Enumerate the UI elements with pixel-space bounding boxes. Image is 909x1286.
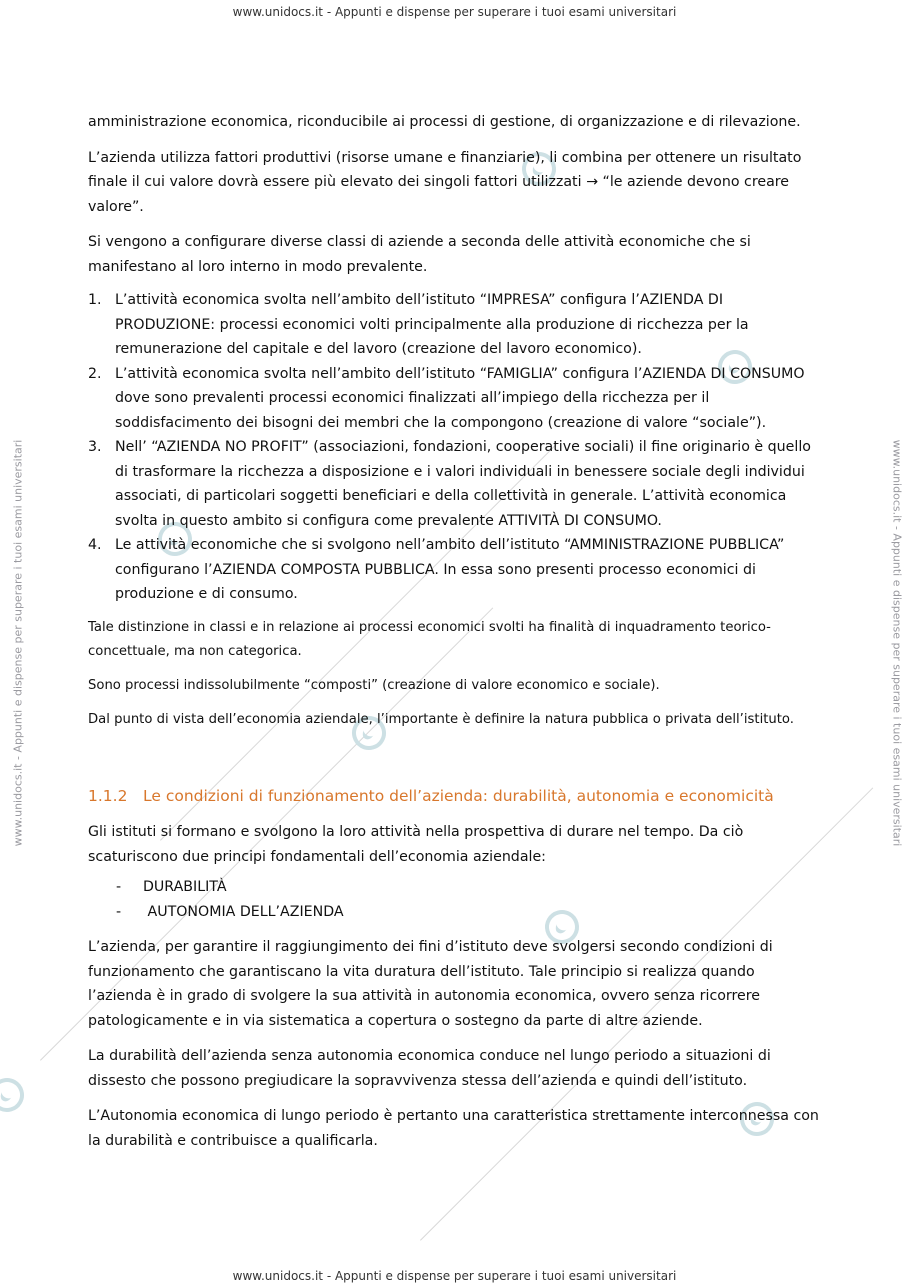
list-item (88, 435, 823, 533)
dash-list (116, 875, 823, 924)
paragraph: Tale distinzione in classi e in relazione ai processi economici svolti ha finalità di inquadramento teorico-concettuale, ma non categorica. (88, 619, 771, 659)
dash-mark: - (116, 879, 122, 895)
list-item (88, 533, 823, 607)
list-item (88, 288, 823, 362)
list-number: 4. (88, 537, 102, 553)
list-number: 3. (88, 439, 102, 455)
list-text: DURABILITÀ (143, 879, 227, 895)
watermark-right: www.unidocs.it - Appunti e dispense per superare i tuoi esami universitari (890, 439, 904, 847)
unidocs-logo-icon (0, 1072, 30, 1118)
paragraph: La durabilità dell’azienda senza autonomia economica conduce nel lungo periodo a situazioni di dissesto che possono pregiudicare la sopravvivenza stessa dell’azienda e quindi dell’istituto. (88, 1048, 771, 1089)
numbered-list (88, 288, 823, 607)
document-body (88, 110, 823, 1164)
watermark-left: www.unidocs.it - Appunti e dispense per superare i tuoi esami universitari (11, 439, 25, 847)
list-text: L’attività economica svolta nell’ambito dell’istituto “IMPRESA” configura l’AZIENDA DI PRODUZIONE: processi economici volti principalmente alla produzione di ricchezza per la remunerazione del capitale e del lavoro (creazione del lavoro economico). (115, 292, 749, 357)
list-item (116, 875, 823, 900)
paragraph: Si vengono a configurare diverse classi di aziende a seconda delle attività economiche che si manifestano al loro interno in modo prevalente. (88, 234, 751, 275)
section-heading (88, 784, 823, 809)
paragraph: L’Autonomia economica di lungo periodo è pertanto una caratteristica strettamente interconnessa con la durabilità e contribuisce a qualificarla. (88, 1108, 819, 1149)
section-number: 1.1.2 (88, 786, 128, 805)
paragraph: L’azienda utilizza fattori produttivi (risorse umane e finanziarie), li combina per ottenere un risultato finale il cui valore dovrà essere più elevato dei singoli fattori utilizzati → “le aziende devono creare valore”. (88, 149, 802, 215)
paragraph: L’azienda, per garantire il raggiungimento dei fini d’istituto deve svolgersi secondo condizioni di funzionamento che garantiscano la vita duratura dell’istituto. Tale principio si realizza quando l’azienda è in grado di svolgere la sua attività in autonomia economica, ovvero senza ricorrere patologicamente e in via sistematica a copertura o sostegno da parte di altre aziende. (88, 939, 773, 1029)
list-text: Nell’ “AZIENDA NO PROFIT” (associazioni, fondazioni, cooperative sociali) il fine originario è quello di trasformare la ricchezza a disposizione e i valori individuali in benessere sociale degli individui associati, di particolari soggetti beneficiari e della collettività in generale. L’attività economica svolta in questo ambito si configura come prevalente ATTIVITÀ DI CONSUMO. (115, 439, 811, 529)
watermark-footer: www.unidocs.it - Appunti e dispense per superare i tuoi esami universitari (232, 1269, 677, 1283)
list-number: 2. (88, 365, 102, 382)
list-text: AUTONOMIA DELL’AZIENDA (143, 903, 344, 920)
list-text: Le attività economiche che si svolgono nell’ambito dell’istituto “AMMINISTRAZIONE PUBBLICA” configurano l’AZIENDA COMPOSTA PUBBLICA. In essa sono presenti processo economici di produzione e di consumo. (115, 537, 785, 602)
section-title: Le condizioni di funzionamento dell’azienda: durabilità, autonomia e economicità (143, 786, 774, 805)
paragraph: amministrazione economica, riconducibile ai processi di gestione, di organizzazione e di rilevazione. (88, 114, 801, 130)
list-text: L’attività economica svolta nell’ambito dell’istituto “FAMIGLIA” configura l’AZIENDA DI CONSUMO dove sono prevalenti processi economici finalizzati all’impiego della ricchezza per il soddisfacimento dei bisogni dei membri che la compongono (creazione di valore “sociale”). (115, 365, 805, 431)
list-item (116, 900, 823, 925)
paragraph: Dal punto di vista dell’economia aziendale, l’importante è definire la natura pubblica o privata dell’istituto. (88, 711, 794, 727)
watermark-header: www.unidocs.it - Appunti e dispense per superare i tuoi esami universitari (232, 5, 677, 19)
paragraph: Gli istituti si formano e svolgono la loro attività nella prospettiva di durare nel tempo. Da ciò scaturiscono due principi fondamentali dell’economia aziendale: (88, 824, 744, 865)
list-number: 1. (88, 292, 102, 308)
dash-mark: - (116, 903, 122, 920)
paragraph: Sono processi indissolubilmente “composti” (creazione di valore economico e sociale). (88, 677, 660, 693)
list-item (88, 362, 823, 436)
